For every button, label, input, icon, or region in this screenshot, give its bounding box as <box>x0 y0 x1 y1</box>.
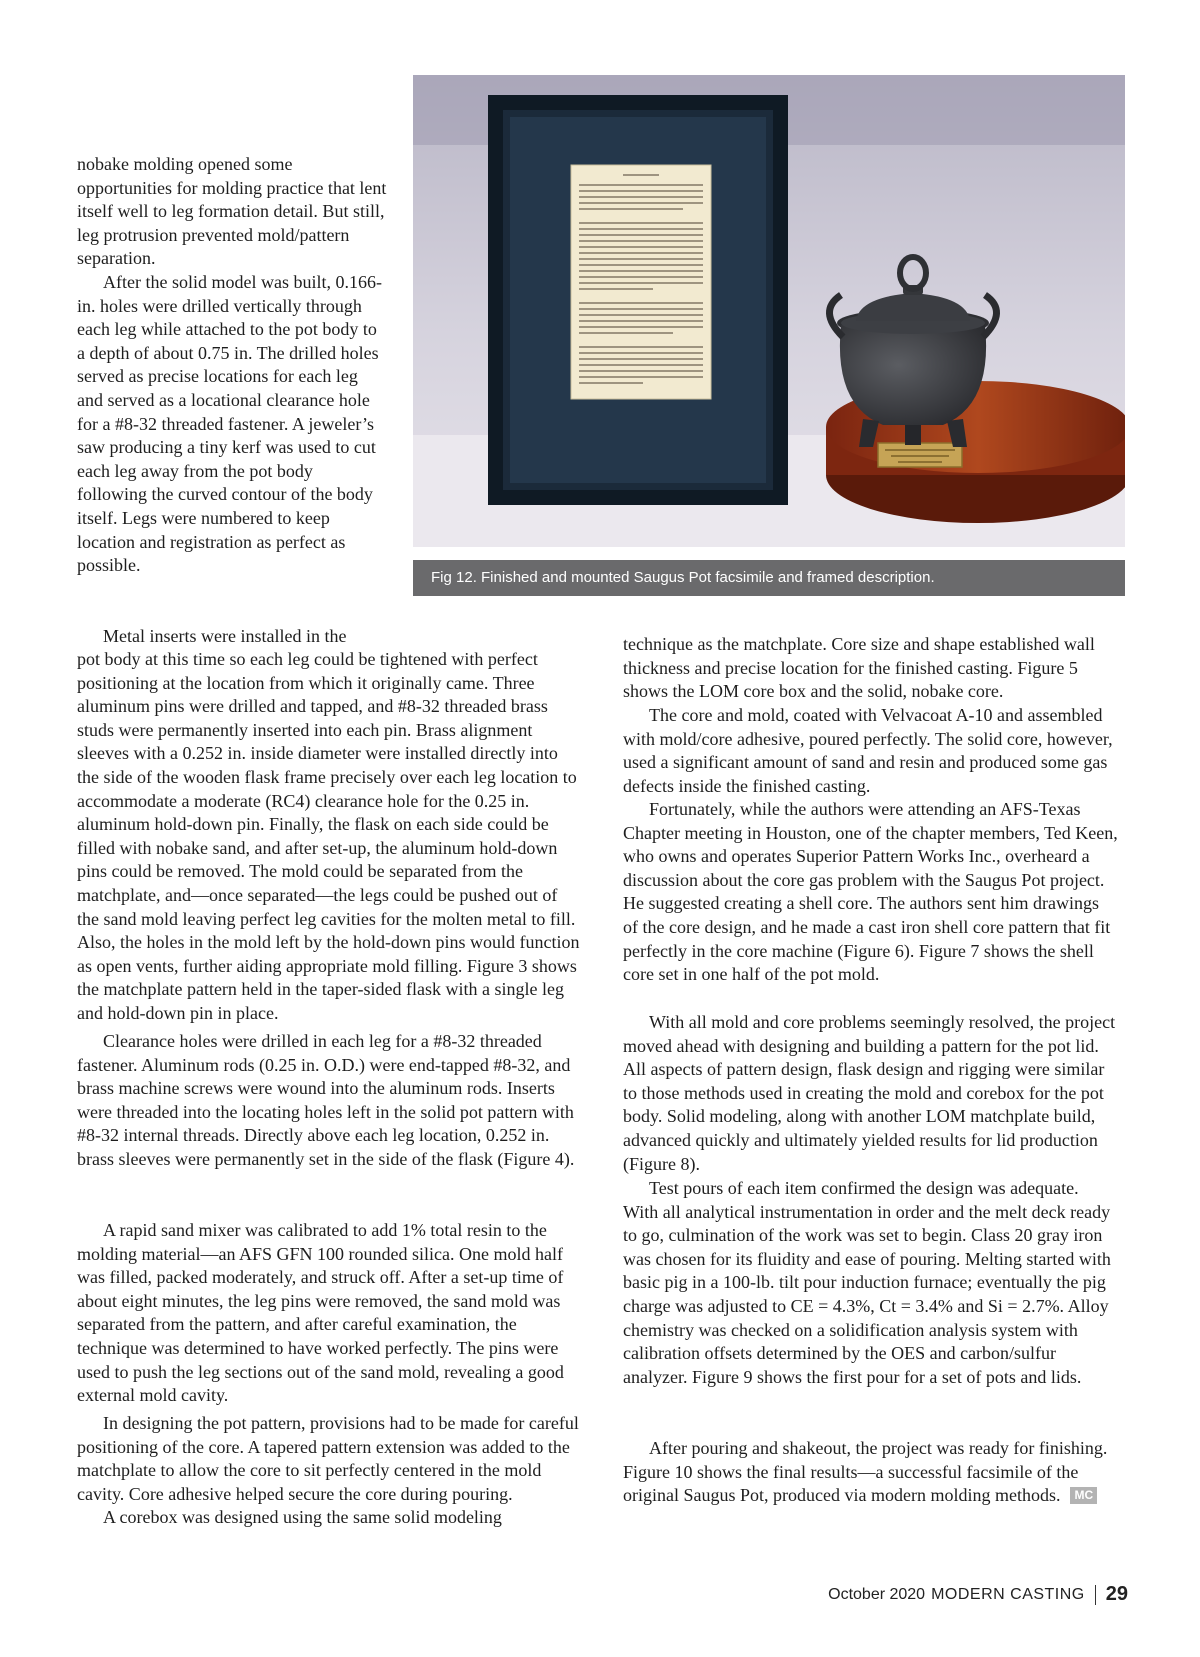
left-paragraph-5: A rapid sand mixer was calibrated to add 1% total resin to the molding material—an AFS GFN 100 rounded silica. One mold half was filled, packed moderately, and struck off. After a set-up time of about eight minutes, the leg pins were removed, the sand mold was separated from the pattern, and after careful examination, the technique was determined to have worked perfectly. The pins were used to push the leg sections out of the sand mold, revealing a good external mold cavity. <box>77 1220 564 1406</box>
saugus-pot-photo-illustration <box>413 75 1125 547</box>
figure-12 <box>413 75 1125 596</box>
picture-frame <box>488 95 788 505</box>
left-paragraph-2: After the solid model was built, 0.166-in. holes were drilled vertically through each leg while attached to the pot body to a depth of about 0.75 in. The drilled holes served as precise locations for each leg and served as a locational clearance hole for a #8-32 threaded fastener. A jeweler’s saw producing a tiny kerf was used to cut each leg away from the pot body following the curved contour of the body itself. Legs were numbered to keep location and registration as perfect as possible. <box>77 272 382 576</box>
figure-caption-bar <box>413 560 1125 596</box>
figure-caption: Fig 12. Finished and mounted Saugus Pot facsimile and framed description. <box>431 569 935 586</box>
page-number: 29 <box>1105 1583 1128 1605</box>
page-footer <box>828 1583 1128 1606</box>
left-paragraph-7: A corebox was designed using the same solid modeling <box>103 1507 502 1527</box>
right-paragraph-1: technique as the matchplate. Core size and shape established wall thickness and precise location for the finished casting. Figure 5 shows the LOM core box and the solid, nobake core. <box>623 634 1095 702</box>
left-paragraph-4: Clearance holes were drilled in each leg for a #8-32 threaded fastener. Aluminum rods (0.25 in. O.D.) were end-tapped #8-32, and brass machine screws were wound into the aluminum rods. Inserts were threaded into the locating holes left in the solid pot pattern with #8-32 internal threads. Directly above each leg location, 0.252 in. brass sleeves were permanently set in the side of the flask (Figure 4). <box>77 1031 575 1169</box>
right-paragraph-6-text: After pouring and shakeout, the project was ready for finishing. Figure 10 shows the final results—a successful facsimile of the original Saugus Pot, produced via modern molding methods. <box>623 1438 1108 1506</box>
footer-divider <box>1095 1585 1096 1605</box>
right-paragraph-3: Fortunately, while the authors were attending an AFS-Texas Chapter meeting in Houston, one of the chapter members, Ted Keen, who owns and operates Superior Pattern Works Inc., overheard a discussion about the core gas problem with the Saugus Pot project. He suggested creating a shell core. The authors sent him drawings of the core design, and he made a cast iron shell core pattern that fit perfectly in the core machine (Figure 6). Figure 7 shows the shell core set in one half of the pot mold. <box>623 799 1118 985</box>
right-paragraph-2: The core and mold, coated with Velvacoat A-10 and assembled with mold/core adhesive, poured perfectly. The solid core, however, used a significant amount of sand and resin and produced some gas defects inside the finished casting. <box>623 705 1113 796</box>
right-paragraph-4: With all mold and core problems seemingly resolved, the project moved ahead with designing and building a pattern for the pot lid. All aspects of pattern design, flask design and rigging were similar to those methods used in creating the mold and corebox for the pot body. Solid modeling, along with another LOM matchplate build, advanced quickly and ultimately yielded results for lid production (Figure 8). <box>623 1012 1116 1174</box>
magazine-name: MODERN CASTING <box>931 1585 1085 1603</box>
left-paragraph-6: In designing the pot pattern, provisions had to be made for careful positioning of the core. A tapered pattern extension was added to the matchplate to allow the core to sit perfectly centered in the mold cavity. Core adhesive helped secure the core during pouring. <box>77 1413 579 1504</box>
right-paragraph-5: Test pours of each item confirmed the design was adequate. With all analytical instrumentation in order and the melt deck ready to go, culmination of the work was set to begin. Class 20 gray iron was chosen for its fluidity and ease of pouring. Melting started with basic pig in a 100-lb. tilt pour induction furnace; eventually the pig charge was adjusted to CE = 4.3%, Ct = 3.4% and Si = 2.7%. Alloy chemistry was checked on a solidification analysis system with calibration offsets determined by the OES and carbon/sulfur analyzer. Figure 9 shows the first pour for a set of pots and lids. <box>623 1178 1111 1387</box>
issue-date: October 2020 <box>828 1585 926 1603</box>
figure-photo <box>413 75 1125 547</box>
right-paragraph-6 <box>623 1437 1118 1508</box>
left-paragraph-1: nobake molding opened some opportunities for molding practice that lent itself well to leg formation detail. But still, leg protrusion prevented mold/pattern separation. <box>77 154 387 269</box>
left-paragraph-3-start: Metal inserts were installed in the <box>103 626 347 646</box>
end-of-article-badge: MC <box>1070 1487 1097 1504</box>
left-paragraph-3-rest: pot body at this time so each leg could be tightened with perfect positioning at the location from which it originally came. Three aluminum pins were drilled and tapped, and #8-32 threaded brass studs were permanently inserted into each pin. Brass alignment sleeves with a 0.252 in. inside diameter were installed directly into the side of the wooden flask frame precisely over each leg location to accommodate a moderate (RC4) clearance hole for the 0.25 in. aluminum hold-down pin. Finally, the flask on each side could be filled with nobake sand, and after set-up, the aluminum hold-down pins could be removed. The mold could be separated from the matchplate, and—once separated—the legs could be pushed out of the sand mold leaving perfect leg cavities for the molten metal to fill. Also, the holes in the mold left by the hold-down pins would function as open vents, further aiding appropriate mold filling. Figure 3 shows the matchplate pattern held in the taper-sided flask with a single leg and hold-down pin in place. <box>77 649 580 1023</box>
